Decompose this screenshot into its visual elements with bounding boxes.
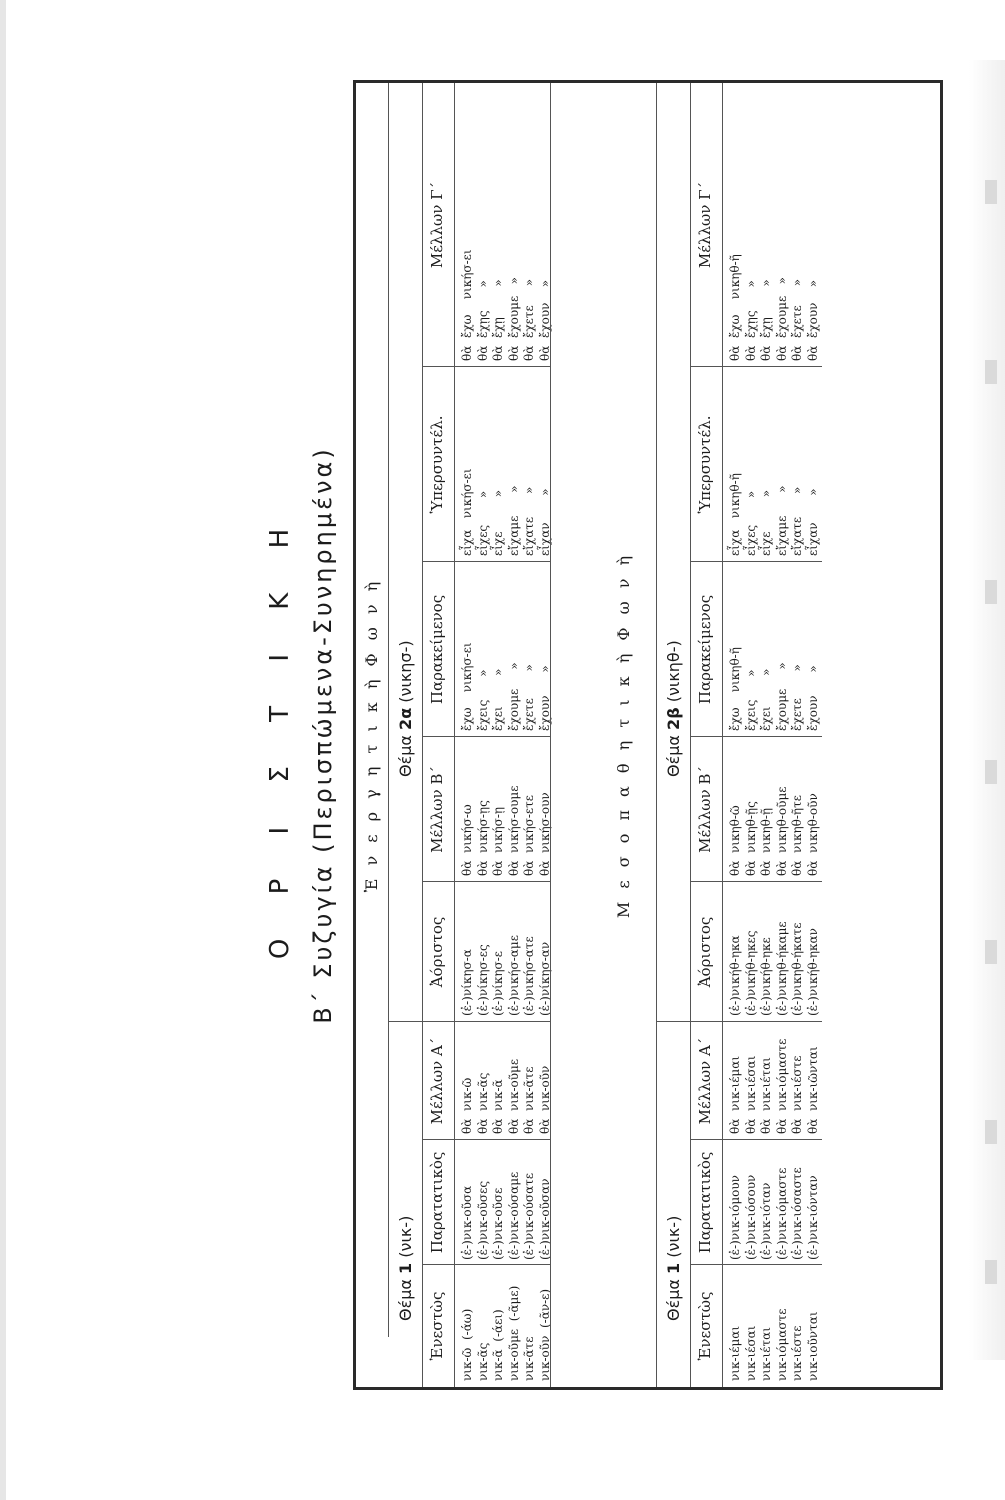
active-theme1-label: Θέμα 1 (νικ-) xyxy=(396,1215,415,1321)
column-rule xyxy=(690,561,822,562)
middle-header-imperfect: Παρατατικὸς xyxy=(696,1151,714,1254)
active-perfect-forms: ἔχω νικήσ-ει ἔχεις » ἔχει » ἔχουμε » ἔχετε » ἔχουν » xyxy=(460,642,552,731)
active-aorist-forms: (ἐ-)νίκησ-α (ἐ-)νίκησ-ες (ἐ-)νίκησ-ε (ἐ-)νικήσ-αμε (ἐ-)νικήσ-ατε (ἐ-)νίκησ-αν xyxy=(460,935,552,1016)
active-header-pluperfect: Ὑπερσυντέλ. xyxy=(428,415,446,514)
divider xyxy=(422,83,423,1387)
column-rule xyxy=(422,736,550,737)
active-header-future-a: Μέλλων Α΄ xyxy=(428,1037,446,1125)
theme-split-rule xyxy=(388,1021,422,1022)
conjugation-table xyxy=(353,80,943,1390)
active-voice-heading: Ἐ ν ε ρ γ η τ ι κ ὴ Φ ω ν ὴ xyxy=(362,577,381,893)
bleed-mark xyxy=(985,940,997,964)
column-rule xyxy=(690,1139,822,1140)
bleed-mark xyxy=(985,580,997,604)
divider xyxy=(388,83,389,1337)
column-rule xyxy=(690,1021,822,1022)
column-rule xyxy=(690,736,822,737)
divider xyxy=(690,83,691,1387)
divider xyxy=(722,83,723,1387)
page-subtitle: Β΄ Συζυγία (Περισπώμενα-Συνηρημένα) xyxy=(309,446,337,1024)
active-present-forms: νικ-ῶ (-άω) νικ-ᾶς νικ-ᾶ (-άει) νικ-οῦμε (-ᾶμε) νικ-ᾶτε νικ-οῦν (-ᾶν-ε) xyxy=(460,1285,552,1381)
column-rule xyxy=(422,561,550,562)
column-rule xyxy=(422,881,550,882)
active-future-b-forms: θὰ νικήσ-ω θὰ νικήσ-ῃς θὰ νικήσ-ῃ θὰ νικήσ-ουμε θὰ νικήσ-ετε θὰ νικήσ-ουν xyxy=(460,785,552,876)
middle-header-perfect: Παρακείμενος xyxy=(696,594,714,705)
active-pluperfect-forms: εἶχα νικήσ-ει εἶχες » εἶχε » εἴχαμε » εἴχατε » εἶχαν » xyxy=(460,468,552,556)
divider xyxy=(550,83,551,1387)
middle-header-present: Ἐνεστὼς xyxy=(696,1291,714,1361)
active-future-c-forms: θὰ ἔχω νικήσ-ει θὰ ἔχῃς » θὰ ἔχῃ » θὰ ἔχουμε » θὰ ἔχετε » θὰ ἔχουν » xyxy=(460,249,552,361)
bleed-mark xyxy=(985,1260,997,1284)
active-theme2-label: Θέμα 2α (νικησ-) xyxy=(396,640,415,777)
middle-header-future-a: Μέλλων Α΄ xyxy=(696,1037,714,1125)
rotated-table-sheet xyxy=(265,80,955,1390)
middle-header-aorist: Ἀόριστος xyxy=(696,916,714,988)
column-rule xyxy=(422,1021,550,1022)
middle-perfect-forms: ἔχω νικηθ-ῆ ἔχεις » ἔχει » ἔχουμε » ἔχετε » ἔχουν » xyxy=(728,647,820,731)
active-header-perfect: Παρακείμενος xyxy=(428,594,446,705)
bleed-through-strip xyxy=(969,60,1005,1360)
middle-theme2-label: Θέμα 2β (νικηθ-) xyxy=(664,640,683,777)
middle-aorist-forms: (ἐ-)νικήθ-ηκα (ἐ-)νικήθ-ηκες (ἐ-)νικήθ-ηκε (ἐ-)νικηθ-ήκαμε (ἐ-)νικηθ-ήκατε (ἐ-)νικήθ-ηκαν xyxy=(728,921,820,1016)
bleed-mark xyxy=(985,760,997,784)
middle-header-future-c: Μέλλων Γ΄ xyxy=(696,181,714,269)
middle-header-future-b: Μέλλων Β΄ xyxy=(696,766,714,853)
bleed-mark xyxy=(985,360,997,384)
middle-pluperfect-forms: εἶχα νικηθ-ῆ εἶχες » εἶχε » εἴχαμε » εἴχατε » εἶχαν » xyxy=(728,473,820,556)
middle-future-b-forms: θὰ νικηθ-ῶ θὰ νικηθ-ῇς θὰ νικηθ-ῇ θὰ νικηθ-οῦμε θὰ νικηθ-ῆτε θὰ νικηθ-οῦν xyxy=(728,786,820,876)
scan-edge xyxy=(0,0,6,1500)
page-title: Ο Ρ Ι Σ Τ Ι Κ Η xyxy=(265,510,295,960)
theme-split-rule xyxy=(656,1021,690,1022)
middle-voice-heading: Μ ε σ ο π α θ η τ ι κ ὴ Φ ω ν ὴ xyxy=(614,551,633,919)
active-header-aorist: Ἀόριστος xyxy=(428,916,446,988)
active-header-future-c: Μέλλων Γ΄ xyxy=(428,181,446,269)
divider xyxy=(454,83,455,1387)
active-header-imperfect: Παρατατικὸς xyxy=(428,1151,446,1254)
middle-future-c-forms: θὰ ἔχω νικηθ-ῆ θὰ ἔχῃς » θὰ ἔχῃ » θὰ ἔχουμε » θὰ ἔχετε » θὰ ἔχουν » xyxy=(728,254,820,361)
column-rule xyxy=(690,1264,822,1265)
middle-theme1-label: Θέμα 1 (νικ-) xyxy=(664,1215,683,1321)
active-header-future-b: Μέλλων Β΄ xyxy=(428,766,446,853)
column-rule xyxy=(690,366,822,367)
middle-imperfect-forms: (ἐ-)νικ-ιόμουν (ἐ-)νικ-ιόσουν (ἐ-)νικ-ιόταν (ἐ-)νικ-ιόμαστε (ἐ-)νικ-ιόσαστε (ἐ-)νικ-ιόνταν xyxy=(728,1167,820,1260)
active-header-present: Ἐνεστὼς xyxy=(428,1291,446,1361)
middle-header-pluperfect: Ὑπερσυντέλ. xyxy=(696,415,714,514)
column-rule xyxy=(422,366,550,367)
middle-future-a-forms: θὰ νικ-ιέμαι θὰ νικ-ιέσαι θὰ νικ-ιέται θὰ νικ-ιόμαστε θὰ νικ-ιέστε θὰ νικ-ιῶνται xyxy=(728,1038,820,1134)
middle-present-forms: νικ-ιέμαι νικ-ιέσαι νικ-ιέται νικ-ιόμαστε νικ-ιέστε νικ-ιοῦνται xyxy=(728,1308,820,1381)
bleed-mark xyxy=(985,1120,997,1144)
bleed-mark xyxy=(985,180,997,204)
active-future-a-forms: θὰ νικ-ῶ θὰ νικ-ᾶς θὰ νικ-ᾶ θὰ νικ-οῦμε θὰ νικ-ᾶτε θὰ νικ-οῦν xyxy=(460,1058,552,1134)
column-rule xyxy=(422,1139,550,1140)
divider xyxy=(656,83,657,1387)
column-rule xyxy=(422,1264,550,1265)
column-rule xyxy=(690,881,822,882)
active-imperfect-forms: (ἐ-)νικ-οῦσα (ἐ-)νικ-οῦσες (ἐ-)νικ-οῦσε (ἐ-)νικ-ούσαμε (ἐ-)νικ-ούσατε (ἐ-)νικ-οῦσαν xyxy=(460,1171,552,1260)
